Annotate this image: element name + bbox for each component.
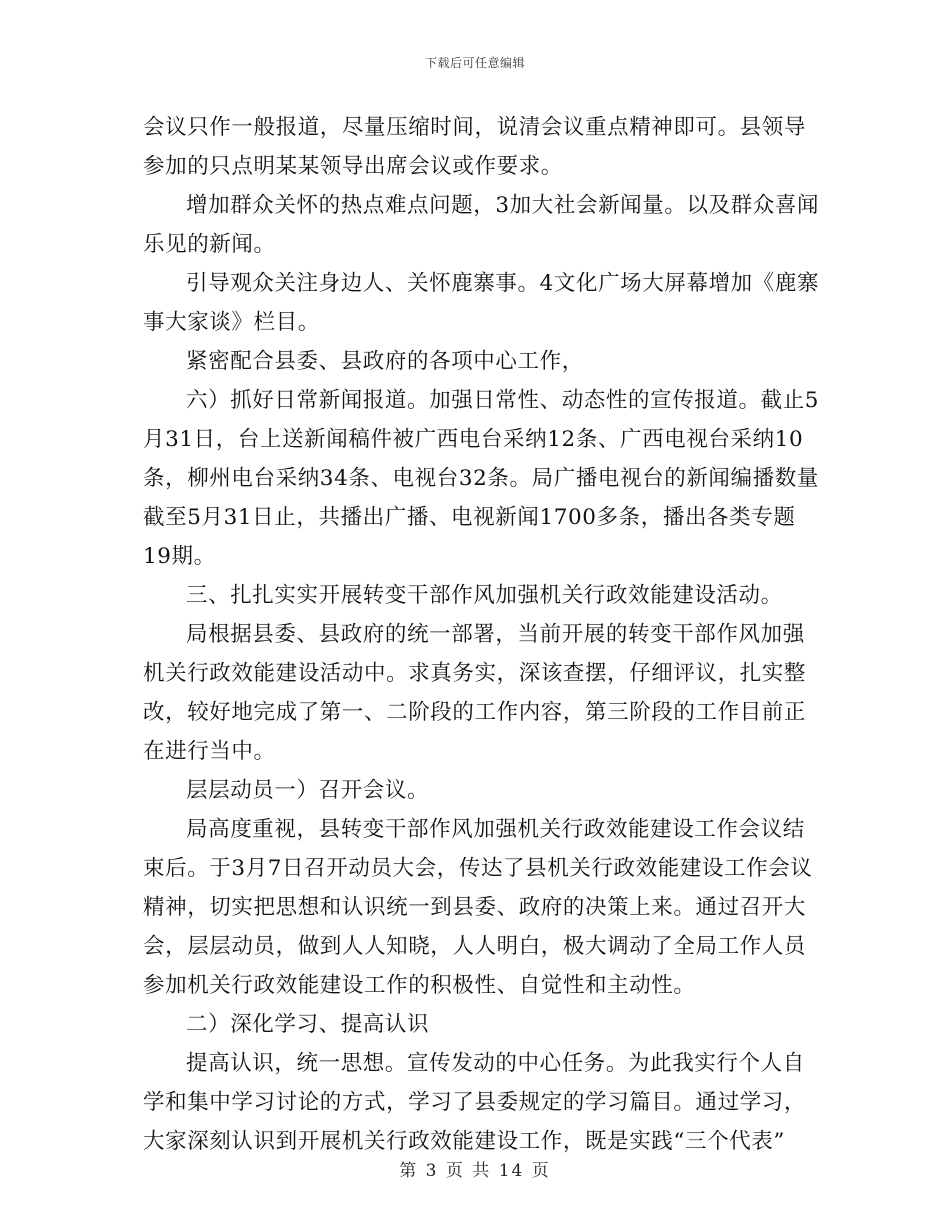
text-line: 增加群众关怀的热点难点问题，3加大社会新闻量。以及群众喜闻 [186, 193, 820, 218]
text-line: 条，柳州电台采纳34条、电视台32条。局广播电视台的新闻编播数量 [143, 466, 819, 491]
text-line: 束后。于3月7日召开动员大会，传达了县机关行政效能建设工作会议 [143, 856, 813, 881]
text-line: 紧密配合县委、县政府的各项中心工作， [186, 349, 584, 374]
text-line: 会议只作一般报道，尽量压缩时间，说清会议重点精神即可。县领导 [143, 115, 807, 140]
text-line: 截至5月31日止，共播出广播、电视新闻1700多条，播出各类专题 [143, 505, 796, 530]
text-line: 三、扎扎实实开展转变干部作风加强机关行政效能建设活动。 [186, 583, 783, 608]
text-line: 层层动员一）召开会议。 [186, 778, 430, 803]
text-line: 机关行政效能建设活动中。求真务实，深该查摆，仔细评议，扎实整 [143, 661, 807, 686]
text-line: 精神，切实把思想和认识统一到县委、政府的决策上来。通过召开大 [143, 895, 807, 920]
text-line: 六）抓好日常新闻报道。加强日常性、动态性的宣传报道。截止5 [186, 388, 820, 413]
page-header: 下载后可任意编辑 [424, 56, 525, 70]
text-line: 局高度重视，县转变干部作风加强机关行政效能建设工作会议结 [186, 817, 805, 842]
text-line: 学和集中学习讨论的方式，学习了县委规定的学习篇目。通过学习， [143, 1090, 807, 1115]
text-line: 二）深化学习、提高认识 [186, 1012, 430, 1037]
text-line: 事大家谈》栏目。 [143, 310, 320, 335]
text-line: 19期。 [143, 544, 216, 569]
text-line: 大家深刻认识到开展机关行政效能建设工作，既是实践“三个代表” [143, 1129, 785, 1154]
text-line: 局根据县委、县政府的统一部署，当前开展的转变干部作风加强 [186, 622, 805, 647]
text-line: 参加机关行政效能建设工作的积极性、自觉性和主动性。 [143, 973, 696, 998]
text-line: 月31日，台上送新闻稿件被广西电台采纳12条、广西电视台采纳10 [143, 427, 804, 452]
page-footer: 第 3 页 共 14 页 [399, 1161, 551, 1181]
text-line: 提高认识，统一思想。宣传发动的中心任务。为此我实行个人自 [186, 1051, 805, 1076]
text-line: 改，较好地完成了第一、二阶段的工作内容，第三阶段的工作目前正 [143, 700, 807, 725]
text-line: 参加的只点明某某领导出席会议或作要求。 [143, 154, 563, 179]
text-line: 会，层层动员，做到人人知晓，人人明白，极大调动了全局工作人员 [143, 934, 807, 959]
text-line: 在进行当中。 [143, 739, 276, 764]
text-line: 乐见的新闻。 [143, 232, 276, 257]
text-line: 引导观众关注身边人、关怀鹿寨事。4文化广场大屏幕增加《鹿寨 [186, 271, 820, 296]
document-body [143, 108, 820, 1161]
